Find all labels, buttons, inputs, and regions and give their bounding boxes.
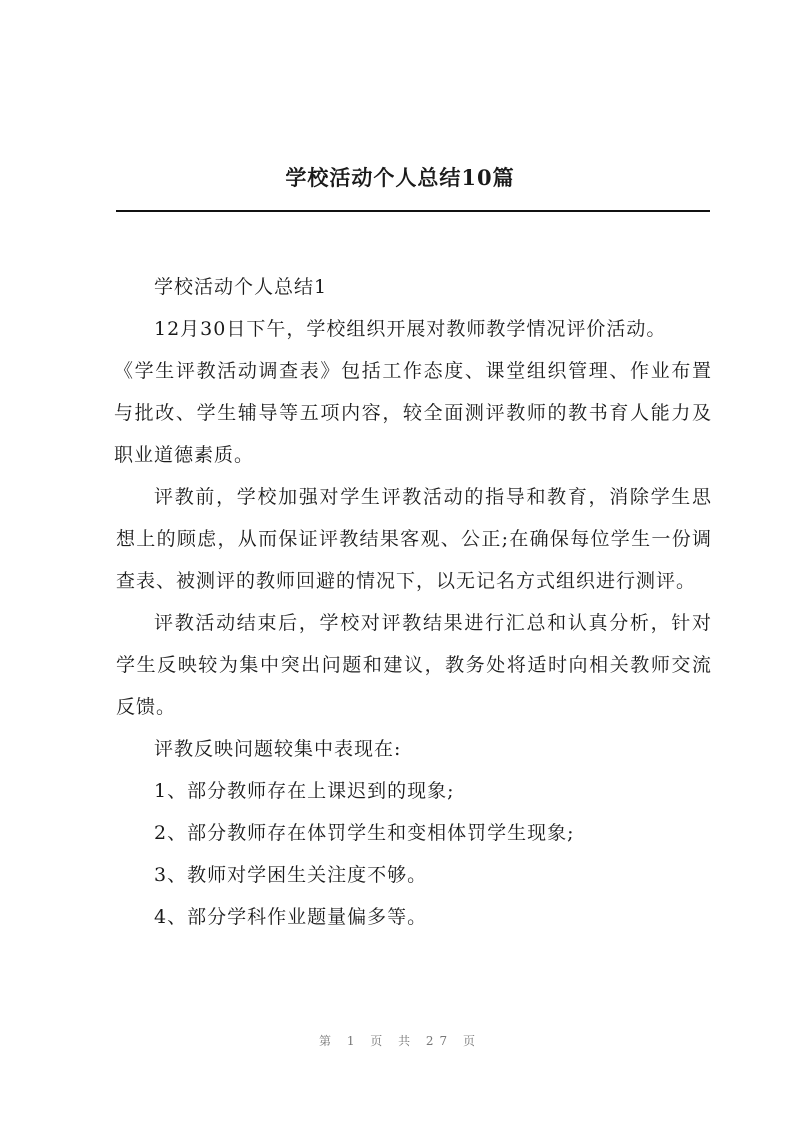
body-paragraph: 《学生评教活动调查表》包括工作态度、课堂组织管理、作业布置与批改、学生辅导等五项内容，较全面测评教师的教书育人能力及职业道德素质。 [114, 360, 712, 466]
list-item: 4、部分学科作业题量偏多等。 [154, 906, 428, 928]
title-divider [116, 210, 710, 212]
list-item: 2、部分教师存在体罚学生和变相体罚学生现象; [154, 822, 575, 844]
list-item: 3、教师对学困生关注度不够。 [154, 864, 428, 886]
list-item: 1、部分教师存在上课迟到的现象; [154, 780, 455, 802]
body-paragraph: 评教活动结束后，学校对评教结果进行汇总和认真分析，针对学生反映较为集中突出问题和建议，教务处将适时向相关教师交流反馈。 [116, 612, 712, 718]
body-paragraph: 12月30日下午，学校组织开展对教师教学情况评价活动。 [154, 318, 667, 340]
document-body [116, 266, 712, 938]
page-number-footer: 第 1 页 共 27 页 [319, 1034, 481, 1048]
section-heading: 学校活动个人总结1 [154, 276, 328, 298]
body-paragraph: 评教前，学校加强对学生评教活动的指导和教育，消除学生思想上的顾虑，从而保证评教结果客观、公正;在确保每位学生一份调查表、被测评的教师回避的情况下，以无记名方式组织进行测评。 [116, 486, 712, 592]
body-paragraph: 评教反映问题较集中表现在: [154, 738, 402, 760]
document-title: 学校活动个人总结10篇 [285, 165, 515, 190]
